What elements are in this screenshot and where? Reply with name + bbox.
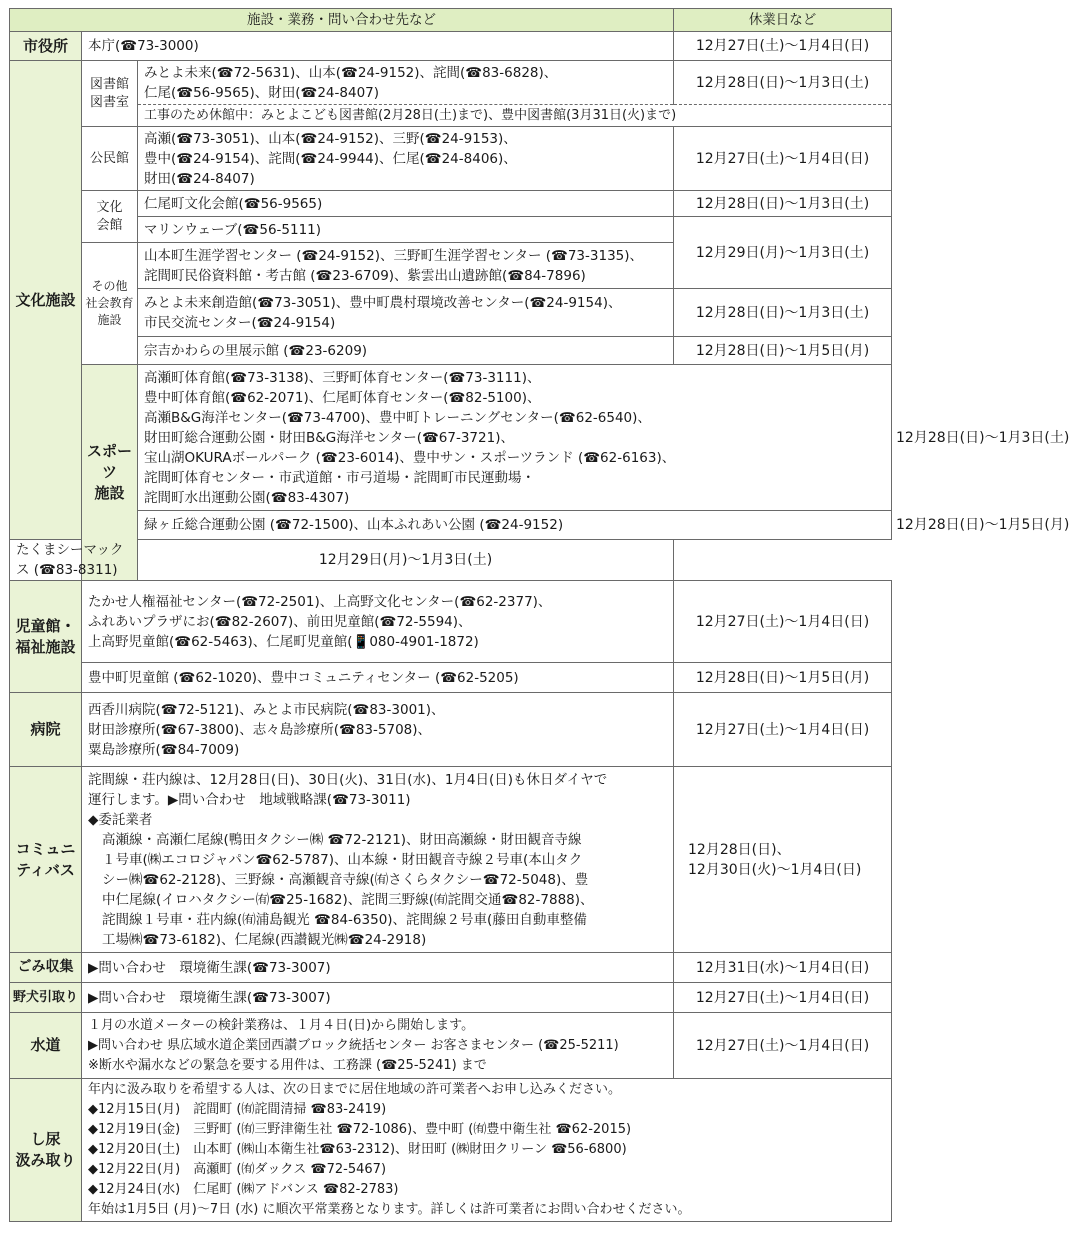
table-header <box>10 9 892 32</box>
row-date: 12月27日(土)～1月4日(日) <box>674 32 892 61</box>
table-row <box>10 983 892 1013</box>
table-row <box>10 953 892 983</box>
table-row <box>10 32 892 61</box>
table-row <box>10 1079 892 1222</box>
table-row <box>10 581 892 663</box>
row-text: 高瀬(☎73-3051)、山本(☎24-9152)、三野(☎24-9153)、 豊中(☎24-9154)、詫間(☎24-9944)、仁尾(☎24-8406)、 財田(☎24-8407) <box>138 127 674 191</box>
row-text: たかせ人権福祉センター(☎72-2501)、上高野文化センター(☎62-2377)、 ふれあいプラザにお(☎82-2607)、前田児童館(☎72-5594)、 上高野児童館(☎62-5463)、仁尾町児童館(📱080-4901-1872) <box>82 581 674 663</box>
table-row <box>10 1013 892 1079</box>
row-text: 山本町生涯学習センター (☎24-9152)、三野町生涯学習センター (☎73-3135)、 詫間町民俗資料館・考古館 (☎23-6709)、紫雲出山遺跡館(☎84-7896) <box>138 243 674 289</box>
header-date: 休業日など <box>674 9 892 32</box>
row-text: マリンウェーブ(☎56-5111) <box>138 217 674 243</box>
row-date: 12月27日(土)～1月4日(日) <box>674 581 892 663</box>
table-row <box>10 127 892 191</box>
category-gomi: ごみ収集 <box>10 953 82 983</box>
row-date: 12月28日(日)、 12月30日(火)～1月4日(日) <box>674 767 892 953</box>
category-suido: 水道 <box>10 1013 82 1079</box>
row-date: 12月27日(土)～1月4日(日) <box>674 1013 892 1079</box>
row-date: 12月29日(月)～1月3日(土) <box>138 540 674 581</box>
subcategory-sonota: その他 社会教育 施設 <box>82 243 138 365</box>
row-text: 詫間線・荘内線は、12月28日(日)、30日(火)、31日(水)、1月4日(日)も休日ダイヤで 運行します。▶問い合わせ 地域戦略課(☎73-3011) ◆委託業者 高瀬線・高瀬仁尾線(鴨田タクシー㈱ ☎72-2121)、財田高瀬線・財田観音寺線 １号車(㈱エコロジャパン☎62-5787)、山本線・財田観音寺線２号車(本山タク シー㈱☎62-2128)、三野線・高瀬観音寺線(㈲さくらタクシー☎72-5048)、豊 中仁尾線(イロハタクシー㈲☎25-1682)、詫間三野線(㈲詫間交通☎82-7888)、 詫間線１号車・荘内線(㈲浦島観光 ☎84-6350)、詫間線２号車(藤田自動車整備 工場㈱☎73-6182)、仁尾線(西讃観光㈱☎24-2918) <box>82 767 674 953</box>
holiday-schedule-table <box>9 8 1069 1222</box>
subcategory-kominkan: 公民館 <box>82 127 138 191</box>
table-row <box>10 105 892 127</box>
row-text: 仁尾町文化会館(☎56-9565) <box>138 191 674 217</box>
category-shiyakusho: 市役所 <box>10 32 82 61</box>
row-date: 12月31日(水)～1月4日(日) <box>674 953 892 983</box>
row-text: みとよ未来創造館(☎73-3051)、豊中町農村環境改善センター(☎24-9154)、 市民交流センター(☎24-9154) <box>138 289 674 337</box>
row-text: ▶問い合わせ 環境衛生課(☎73-3007) <box>82 983 674 1013</box>
row-date: 12月28日(日)～1月5日(月) <box>674 337 892 365</box>
row-text: 西香川病院(☎72-5121)、みとよ市民病院(☎83-3001)、 財田診療所(☎67-3800)、志々島診療所(☎83-5708)、 粟島診療所(☎84-7009) <box>82 693 674 767</box>
row-text: １月の水道メーターの検針業務は、１月４日(日)から開始します。 ▶問い合わせ 県広域水道企業団西讃ブロック統括センター お客さまセンター (☎25-5211) ※断水や漏水などの緊急を要する用件は、工務課 (☎25-5241) まで <box>82 1013 674 1079</box>
row-text: ▶問い合わせ 環境衛生課(☎73-3007) <box>82 953 674 983</box>
row-text: みとよ未来(☎72-5631)、山本(☎24-9152)、詫間(☎83-6828)、 仁尾(☎56-9565)、財田(☎24-8407) <box>138 61 674 105</box>
row-text: 緑ヶ丘総合運動公園 (☎72-1500)、山本ふれあい公園 (☎24-9152) <box>138 511 892 540</box>
category-jidokan: 児童館・ 福祉施設 <box>10 581 82 693</box>
table-row <box>10 191 892 217</box>
table-row <box>10 289 892 337</box>
table-row <box>10 217 892 243</box>
subcategory-toshokan: 図書館 図書室 <box>82 61 138 127</box>
table-row: 緑ヶ丘総合運動公園 (☎72-1500)、山本ふれあい公園 (☎24-9152) 12月28日(日)～1月5日(月) <box>10 511 892 540</box>
category-byoin: 病院 <box>10 693 82 767</box>
table-row <box>10 61 892 105</box>
category-sports: スポーツ 施設 <box>82 365 138 581</box>
category-yaken: 野犬引取り <box>10 983 82 1013</box>
row-text: 年内に汲み取りを希望する人は、次の日までに居住地域の許可業者へお申し込みください。 ◆12月15日(月) 詫間町 (㈲詫間清掃 ☎83-2419) ◆12月19日(金) 三野町 (㈲三野津衛生社 ☎72-1086)、豊中町 (㈲豊中衛生社 ☎62-2015) ◆12月20日(土) 山本町 (㈱山本衛生社☎63-2312)、財田町 (㈱財田クリーン ☎56-6800) ◆12月22日(月) 高瀬町 (㈲ダックス ☎72-5467) ◆12月24日(水) 仁尾町 (㈱アドバンス ☎82-2783) 年始は1月5日 (月)～7日 (水) に順次平常業務となります。詳しくは許可業者にお問い合わせください。 <box>82 1079 892 1222</box>
row-date: 12月27日(土)～1月4日(日) <box>674 127 892 191</box>
table-row: スポーツ 施設 高瀬町体育館(☎73-3138)、三野町体育センター(☎73-3111)、 豊中町体育館(☎62-2071)、仁尾町体育センター(☎82-5100)、 高瀬B&G海洋センター(☎73-4700)、豊中町トレーニングセンター(☎62-6540)、 財田町総合運動公園・財田B&G海洋センター(☎67-3721)、 宝山湖OKURAボールパーク (☎23-6014)、豊中サン・スポーツランド (☎62-6163)、 詫間町体育センター・市武道館・市弓道場・詫間町市民運動場・ 詫間町水出運動公園(☎83-4307) 12月28日(日)～1月3日(土) <box>10 365 892 511</box>
row-text: 宗吉かわらの里展示館 (☎23-6209) <box>138 337 674 365</box>
row-date: 12月28日(日)～1月5日(月) <box>674 663 892 693</box>
row-date: 12月28日(日)～1月3日(土) <box>674 191 892 217</box>
row-text: 本庁(☎73-3000) <box>82 32 674 61</box>
category-bunka: 文化施設 <box>10 61 82 540</box>
row-text: 豊中町児童館 (☎62-1020)、豊中コミュニティセンター (☎62-5205) <box>82 663 674 693</box>
row-date: 12月28日(日)～1月3日(土) <box>674 61 892 105</box>
row-text: 高瀬町体育館(☎73-3138)、三野町体育センター(☎73-3111)、 豊中町体育館(☎62-2071)、仁尾町体育センター(☎82-5100)、 高瀬B&G海洋センター(☎73-4700)、豊中町トレーニングセンター(☎62-6540)、 財田町総合運動公園・財田B&G海洋センター(☎67-3721)、 宝山湖OKURAボールパーク (☎23-6014)、豊中サン・スポーツランド (☎62-6163)、 詫間町体育センター・市武道館・市弓道場・詫間町市民運動場・ 詫間町水出運動公園(☎83-4307) <box>138 365 892 511</box>
category-shinyo: し尿 汲み取り <box>10 1079 82 1222</box>
table-row <box>10 337 892 365</box>
table-row <box>10 663 892 693</box>
row-text: たくまシーマックス (☎83-8311) <box>10 540 138 581</box>
row-date: 12月29日(月)～1月3日(土) <box>674 217 892 289</box>
row-date: 12月27日(土)～1月4日(日) <box>674 693 892 767</box>
header-main: 施設・業務・問い合わせ先など <box>10 9 674 32</box>
subcategory-bunkakaikan: 文化 会館 <box>82 191 138 243</box>
row-date: 12月27日(土)～1月4日(日) <box>674 983 892 1013</box>
row-date: 12月28日(日)～1月3日(土) <box>674 289 892 337</box>
table-row <box>10 540 892 581</box>
category-bus: コミュニ ティバス <box>10 767 82 953</box>
row-note: 工事のため休館中：みとよこども図書館(2月28日(土)まで)、豊中図書館(3月31日(火)まで) <box>138 105 892 127</box>
table-row <box>10 693 892 767</box>
table-row <box>10 767 892 953</box>
